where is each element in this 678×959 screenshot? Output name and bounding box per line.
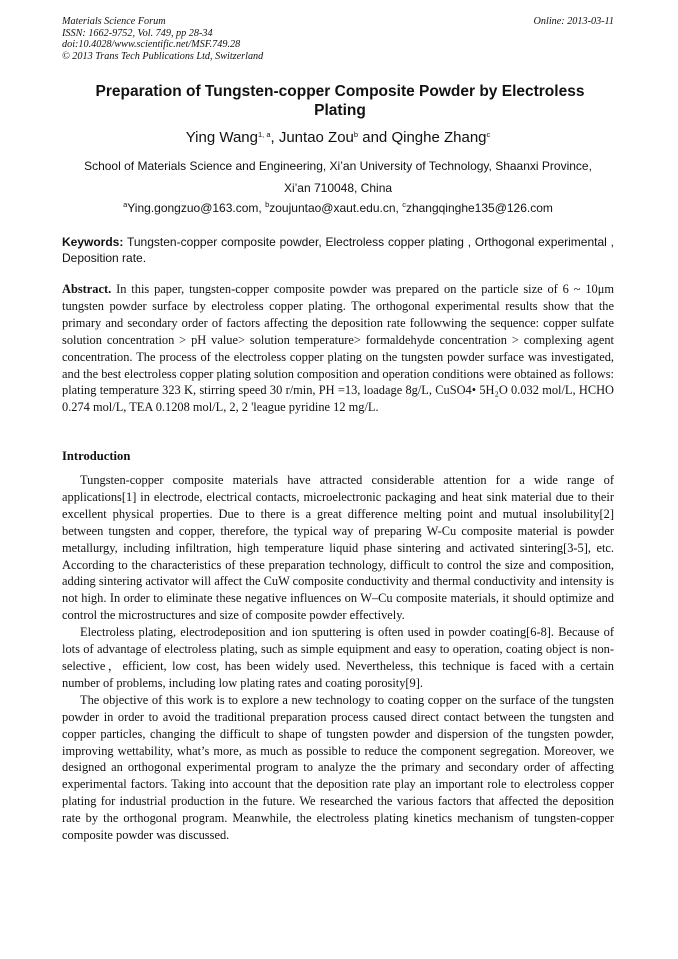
keywords	[62, 234, 614, 266]
section-heading: Introduction	[62, 449, 131, 463]
email-link[interactable]: zoujuntao@xaut.edu.cn,	[269, 201, 403, 215]
keywords-label: Keywords:	[62, 235, 124, 249]
email-mark: a	[123, 200, 128, 209]
journal-header	[62, 16, 263, 62]
author-name: Ying Wang	[185, 129, 258, 146]
abstract-text: In this paper, tungsten-copper composite powder was prepared on the particle size of 6 ~ 10μm tungsten powder surface by electroless copper plating. The orthogonal experimental results show that the primary and secondary order of factors affecting the deposition rate followwing the sequence: copper sulfate solution concentration > pH value> solution temperature> formaldehyde concentration > complexing agent concentration. The process of the electroless copper plating on the tungsten powder surface was investigated, and the best electroless copper plating solution composition and operation conditions were obtained as follows: plating temperature 323 K, stirring speed 30 r/min, PH =13, loadage 8g/L, CuSO4• 5H₂O 0.032 mol/L, HCHO 0.274 mol/L, TEA 0.1208 mol/L, 2, 2 'league pyridine 12 mg/L.	[62, 282, 614, 415]
affiliation	[62, 155, 614, 199]
abstract	[62, 281, 614, 416]
affiliation-line: School of Materials Science and Engineering, Xi’an University of Technology, Shaanxi Province,	[84, 159, 592, 173]
author-name: Qinghe Zhang	[391, 129, 487, 146]
journal-name: Materials Science Forum	[62, 16, 166, 27]
author-affiliation-mark: b	[353, 130, 359, 139]
paragraph: The objective of this work is to explore a new technology to coating copper on the surface of the tungsten powder in order to avoid the traditional preparation process caused direct contact between the tungsten and copper particles, changing the difficult to shape of tungsten powder and dispersion of the tungsten powder, improving wettability, what’s more, as much as possible to reduce the component segregation. Moreover, we designed an orthogonal experimental program to analyze the the primary and secondary order of affecting experimental factors. Taking into account that the deposition rate play an important role to electroless copper plating for industrial production in the future. We researched the various factors that affected the deposition rate by the orthogonal program. Meanwhile, the electroless plating kinetics mechanism of tungsten-copper composite powder was discussed.	[62, 692, 614, 843]
email-mark: b	[265, 200, 270, 209]
keywords-text: Tungsten-copper composite powder, Electroless copper plating , Orthogonal experimental , Deposition rate.	[62, 235, 614, 265]
email-mark: c	[402, 200, 406, 209]
author-affiliation-mark: c	[486, 130, 491, 139]
paragraph: Electroless plating, electrodeposition and ion sputtering is often used in powder coating[6-8]. Because of lots of advantage of electroless plating, such as simple equipment and easy to operation, coating object is non-selective，efficient, low cost, has been widely used. Nevertheless, this technique is faced with a certain number of problems, including low plating rates and coating porosity[9].	[62, 625, 614, 690]
author-list: Ying Wang$^{1, a}$, Juntao Zou$^b$ and Qinghe Zhang$^c$	[185, 129, 491, 146]
copyright-line: © 2013 Trans Tech Publications Ltd, Switzerland	[62, 50, 264, 62]
doi-line: doi:10.4028/www.scientific.net/MSF.749.28	[62, 39, 241, 50]
author-emails	[62, 199, 614, 217]
author-name: Juntao Zou	[278, 129, 354, 146]
abstract-label: Abstract.	[62, 282, 112, 296]
affiliation-line: Xi’an 710048, China	[283, 181, 393, 195]
issn-line: ISSN: 1662-9752, Vol. 749, pp 28-34	[62, 27, 213, 39]
paper-title: Preparation of Tungsten-copper Composite Powder by Electroless Plating	[95, 83, 585, 119]
author-affiliation-mark: 1, a	[257, 130, 271, 139]
online-date: Online: 2013-03-11	[533, 16, 614, 27]
email-link[interactable]: Ying.gongzuo@163.com,	[127, 201, 266, 215]
email-link[interactable]: zhangqinghe135@126.com	[405, 201, 553, 215]
paragraph: Tungsten-copper composite materials have attracted considerable attention for a wide range of applications[1] in electrode, electrical contacts, microelectronic packaging and heat sink material due to their excellent physical properties. Due to there is a great difference melting point and mutual insolubility[2] between tungsten and copper, therefore, the typical way of preparing W-Cu composite material is powder metallurgy, including infiltration, high temperature liquid phase sintering and activated sintering[3-5], etc. According to the characteristics of these preparation technology, difficult to control the size and composition, adding sintering activator will affect the CuW composite conductivity and thermal conductivity and intensity is not high. In order to eliminate these negative influences on W–Cu composite materials, it should optimize and control the microstructures and size of composite powder effectively.	[62, 473, 614, 623]
introduction-body	[62, 472, 614, 844]
